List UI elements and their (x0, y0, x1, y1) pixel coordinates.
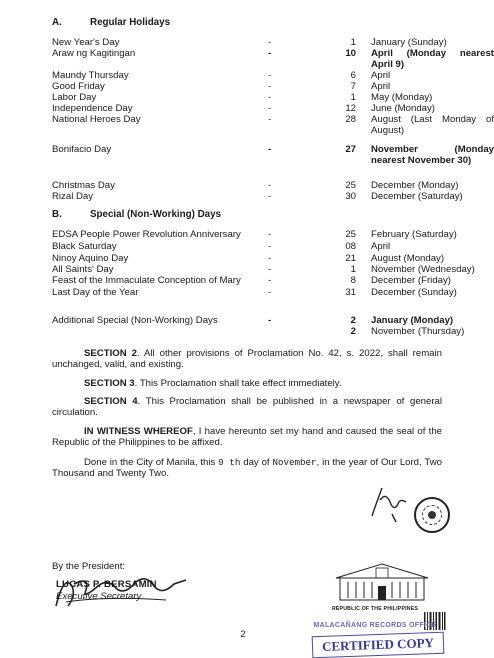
holiday-dash: - (268, 264, 272, 275)
holiday-name: Last Day of the Year (52, 287, 139, 298)
holiday-date: November (Wednesday) (371, 264, 475, 275)
holiday-day-number: 6 (350, 70, 356, 81)
done-part-1: Done in the City of Manila, this (84, 457, 216, 468)
executive-secretary-title: Executive Secretary (56, 591, 142, 602)
holiday-dash: - (268, 191, 272, 202)
holiday-day-number: 25 (345, 229, 356, 240)
witness-paragraph (52, 426, 442, 448)
malacanang-palace-icon (332, 560, 432, 602)
stamp-certified-copy: CERTIFIED COPY (312, 632, 445, 658)
holiday-dash: - (268, 241, 272, 252)
done-paragraph (52, 457, 442, 479)
done-part-2: day of (243, 457, 270, 468)
holiday-dash: - (268, 180, 272, 191)
holiday-day-number: 28 (345, 114, 356, 125)
holiday-day-number: 1 (350, 264, 356, 275)
holiday-name: Ninoy Aquino Day (52, 253, 129, 264)
holiday-name: Feast of the Immaculate Conception of Mary (52, 275, 241, 286)
holiday-day-number: 21 (345, 253, 356, 264)
holiday-day-number: 1 (350, 92, 356, 103)
holiday-date: February (Saturday) (371, 229, 457, 240)
holiday-day-number: 30 (345, 191, 356, 202)
holiday-day-number: 7 (350, 81, 356, 92)
holiday-date: August (Last Monday of August) (371, 114, 494, 137)
holiday-date: April (Monday nearest April 9) (371, 48, 494, 71)
section-3-text: . This Proclamation shall take effect immediately. (134, 378, 342, 389)
holiday-dash: - (268, 253, 272, 264)
holiday-name: Rizal Day (52, 191, 94, 202)
holiday-date: December (Friday) (371, 275, 451, 286)
holiday-name: New Year's Day (52, 37, 120, 48)
holiday-name: Independence Day (52, 103, 133, 114)
holiday-day-number: 25 (345, 180, 356, 191)
holiday-name: Araw ng Kagitingan (52, 48, 136, 59)
holiday-name: EDSA People Power Revolution Anniversary (52, 229, 241, 240)
holiday-day-number: 08 (345, 241, 356, 252)
holiday-date: April (371, 81, 391, 92)
holiday-dash: - (268, 37, 272, 48)
section-2-text: . All other provisions of Proclamation No. 42, s. 2022, shall remain unchanged, valid, and existing. (52, 348, 442, 371)
republic-seal-icon (414, 497, 450, 533)
certified-copy-stamp (300, 560, 450, 658)
holiday-dash: - (268, 114, 272, 125)
section-2-lead: SECTION 2 (84, 348, 137, 359)
section-b-title: Special (Non-Working) Days (90, 209, 222, 220)
section-a-title: Regular Holidays (90, 17, 171, 28)
done-part-3: , in the year of Our Lord, Two Thousand and Twenty Two. (52, 457, 442, 480)
holiday-name: All Saints' Day (52, 264, 114, 275)
holiday-date: April (371, 70, 391, 81)
holiday-dash: - (268, 287, 272, 298)
holiday-date: November (Monday nearest November 30) (371, 144, 494, 167)
section-2-paragraph (52, 348, 442, 370)
holiday-date: August (Monday) (371, 253, 445, 264)
section-b-letter: B. (52, 209, 62, 220)
holiday-dash: - (268, 229, 272, 240)
done-day-typed: 9 th (218, 457, 241, 468)
holiday-day-number: 2 (350, 315, 356, 326)
section-a-heading (52, 17, 170, 28)
holiday-name: Black Saturday (52, 241, 117, 252)
holiday-day-number: 2 (350, 326, 356, 337)
section-b-heading (52, 209, 221, 220)
holiday-name: Additional Special (Non-Working) Days (52, 315, 218, 326)
holiday-name: National Heroes Day (52, 114, 141, 125)
section-4-paragraph (52, 396, 442, 418)
holiday-date: June (Monday) (371, 103, 435, 114)
by-the-president: By the President: (52, 561, 126, 572)
witness-lead: IN WITNESS WHEREOF (84, 426, 193, 437)
holiday-dash: - (268, 275, 272, 286)
page-number: 2 (240, 628, 246, 639)
holiday-dash: - (268, 70, 272, 81)
holiday-day-number: 12 (345, 103, 356, 114)
holiday-dash: - (268, 103, 272, 114)
holiday-day-number: 10 (345, 48, 356, 59)
holiday-day-number: 31 (345, 287, 356, 298)
holiday-date: December (Monday) (371, 180, 459, 191)
section-4-lead: SECTION 4 (84, 396, 138, 407)
section-3-paragraph (52, 378, 442, 389)
holiday-date: November (Thursday) (371, 326, 465, 337)
holiday-name: Good Friday (52, 81, 105, 92)
holiday-name: Maundy Thursday (52, 70, 129, 81)
holiday-name: Bonifacio Day (52, 144, 112, 155)
holiday-dash: - (268, 92, 272, 103)
section-a-letter: A. (52, 17, 62, 28)
section-4-text: . This Proclamation shall be published in a newspaper of general circulation. (52, 396, 442, 419)
done-month-typed: November (272, 457, 317, 468)
holiday-name: Christmas Day (52, 180, 115, 191)
holiday-date: May (Monday) (371, 92, 433, 103)
witness-text: , I have hereunto set my hand and caused the seal of the Republic of the Philippines to be affixed. (52, 426, 443, 449)
holiday-day-number: 1 (350, 37, 356, 48)
holiday-dash: - (268, 144, 272, 155)
executive-secretary-name: LUCAS P. BERSAMIN (56, 579, 157, 590)
section-3-lead: SECTION 3 (84, 378, 135, 389)
holiday-date: December (Saturday) (371, 191, 463, 202)
holiday-date: December (Sunday) (371, 287, 457, 298)
holiday-name: Labor Day (52, 92, 97, 103)
holiday-dash: - (268, 315, 272, 326)
stamp-records-office: MALACAÑANG RECORDS OFFICE (313, 622, 437, 629)
holiday-date: January (Monday) (371, 315, 454, 326)
president-signature-icon (362, 478, 412, 530)
holiday-date: April (371, 241, 391, 252)
holiday-day-number: 8 (350, 275, 356, 286)
stamp-republic-line: REPUBLIC OF THE PHILIPPINES (331, 606, 419, 612)
holiday-day-number: 27 (345, 144, 356, 155)
holiday-date: January (Sunday) (371, 37, 447, 48)
holiday-dash: - (268, 81, 272, 92)
holiday-dash: - (268, 48, 272, 59)
